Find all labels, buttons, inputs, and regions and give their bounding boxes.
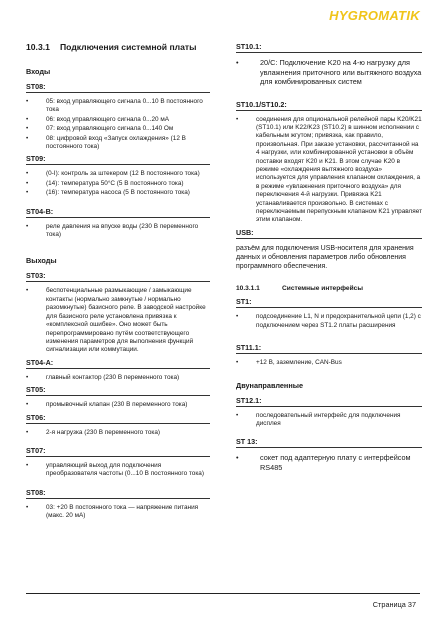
list-item: • реле давления на впуске воды (230 В переменного тока) (26, 222, 199, 239)
connector-st11-1: ST11.1: (236, 343, 422, 354)
connector-st1: ST1: (236, 297, 422, 308)
connector-st06: ST06: (26, 413, 210, 424)
list-item: • +12 В, заземление, CAN-Bus (236, 359, 342, 367)
connector-st03: ST03: (26, 271, 210, 282)
inputs-heading: Входы (26, 67, 51, 76)
list-item: • беспотенциальные размыкающие / замыкающие контакты (нормально замкнутые / нормально разомкнутые) базисного реле. В заводской настройке для базисного реле установлена привязка к «комплексной ошибке». Оно может быть перепрограммировано путём соответствующего изменения параметров для выполнения функций сигнализации или коммутации. (26, 287, 206, 354)
subsection-title: Системные интерфейсы (282, 285, 363, 293)
section-heading (26, 42, 210, 53)
list-item: • (0-I): контроль за штекером (12 В постоянного тока) (26, 170, 200, 178)
footer-divider (26, 593, 420, 594)
connector-st09: ST09: (26, 154, 210, 165)
connector-st10-1: ST10.1: (236, 42, 422, 53)
connector-st08-output: ST08: (26, 488, 210, 499)
st08-list (26, 98, 210, 151)
list-item: • главный контактор (230 В переменного тока) (26, 373, 180, 381)
st04a-list (26, 374, 210, 382)
st07-list (26, 462, 210, 479)
page-number: Страница 37 (372, 600, 416, 609)
st05-list (26, 401, 210, 409)
list-item: • 06: вход управляющего сигнала 0...20 мА (26, 115, 170, 123)
connector-st05: ST05: (26, 385, 210, 396)
list-item: • 07: вход управляющего сигнала 0...140 Ом (26, 125, 174, 133)
list-item: • (14): температура 50°С (5 В постоянного тока) (26, 179, 184, 187)
st13-list (236, 453, 422, 472)
list-item: • 03: +20 В постоянного тока — напряжение питания (макс. 20 мА) (26, 503, 199, 520)
list-item: • последовательный интерфейс для подключения дисплея (236, 411, 401, 428)
st08-output-list (26, 504, 210, 521)
st06-list (26, 429, 210, 437)
usb-description: разъём для подключения USB-носителя для хранения данных и обновления параметров либо обновления программного обеспечения. (236, 244, 414, 271)
right-column (236, 42, 422, 475)
connector-st04a: ST04-A: (26, 358, 210, 369)
list-item: • подсоединение L1, N и предохранительной цепи (1,2) с подключением через ST1.2 платы расширения (236, 313, 421, 329)
st12-1-list (236, 412, 422, 429)
st09-list (26, 170, 210, 197)
st04b-list (26, 223, 210, 240)
list-item: • соединения для опциональной релейной пары K20/K21 (ST10.1) или K22/K23 (ST10.2) в шинном исполнении с кабельным жгутом; привязка, как правило, произвольная. При заказе установки, рассчитанной на 4 нагрузки, или комбинированной установки в объём поставки входят K20 и K21. В этом случае K20 в режиме «охлаждения вытяжного воздуха» используется для управления клапаном охлаждения, а в режиме «увлажнения приточного воздуха» для переключения 4-й нагрузки. Привязка K21 устанавливается произвольно. В системах с переключаемым перепускным клапаном K21 управляет этим клапаном. (236, 115, 422, 224)
list-item: • 2-я нагрузка (230 В переменного тока) (26, 428, 161, 436)
connector-st10-1-st10-2: ST10.1/ST10.2: (236, 100, 422, 111)
bidirectional-heading: Двунаправленные (236, 380, 304, 390)
left-column (26, 42, 210, 524)
subsection-heading (236, 285, 422, 292)
list-item: • промывочный клапан (230 В переменного тока) (26, 401, 188, 409)
list-item: • управляющий выход для подключения преобразователя частоты (0...10 В постоянного тока) (26, 461, 204, 478)
connector-st04b: ST04-B: (26, 207, 210, 218)
list-item: • сокет под адаптерную плату с интерфейсом RS485 (236, 453, 411, 472)
st10-1-list (236, 58, 422, 87)
st11-1-list (236, 359, 422, 367)
st1-list (236, 313, 422, 330)
outputs-heading: Выходы (26, 256, 57, 266)
connector-st08: ST08: (26, 82, 210, 93)
list-item: • 08: цифровой вход «Запуск охлаждения» (12 В постоянного тока) (26, 134, 186, 151)
section-title: Подключения системной платы (60, 42, 197, 52)
connector-usb: USB: (236, 228, 422, 239)
connector-st07: ST07: (26, 446, 210, 457)
st03-list (26, 287, 210, 354)
subsection-number: 10.3.1.1 (236, 285, 260, 293)
connector-st13: ST 13: (236, 437, 422, 448)
list-item: • (16): температура насоса (5 В постоянного тока) (26, 189, 190, 197)
brand-logo: HYGROMATIK (329, 8, 420, 23)
section-number: 10.3.1 (26, 42, 50, 52)
list-item: • 05: вход управляющего сигнала 0...10 В постоянного тока (26, 98, 203, 114)
list-item: • 20/C: Подключение K20 на 4-ю нагрузку для увлажнения приточного или вытяжного воздуха для комбинированных систем (236, 58, 422, 86)
st10-2-list (236, 116, 422, 225)
connector-st12-1: ST12.1: (236, 396, 422, 407)
